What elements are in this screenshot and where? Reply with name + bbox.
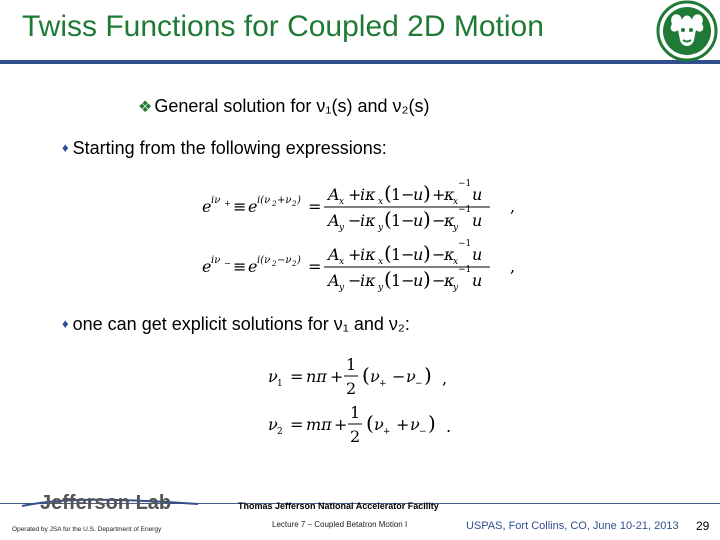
svg-text:x: x: [378, 257, 384, 267]
svg-text:y: y: [453, 283, 459, 293]
page-number: 29: [696, 519, 710, 533]
svg-text:+ν: +ν: [277, 195, 292, 206]
svg-text:2: 2: [292, 200, 297, 208]
svg-text:.: .: [446, 417, 452, 436]
svg-text:u: u: [413, 211, 424, 230]
title-divider: [0, 60, 720, 64]
section-subheading: [138, 96, 430, 117]
svg-text:x: x: [339, 257, 345, 267]
svg-text:+: +: [348, 185, 362, 204]
svg-text:+: +: [224, 199, 231, 208]
svg-text:1: 1: [346, 355, 357, 374]
svg-text:(: (: [384, 241, 392, 265]
svg-text:x: x: [453, 257, 459, 267]
svg-text:−1: −1: [458, 265, 472, 275]
svg-text:−: −: [224, 259, 231, 268]
svg-text:e: e: [248, 257, 258, 276]
svg-text:y: y: [378, 223, 384, 233]
bullet-explicit-solutions: [62, 314, 410, 335]
svg-text:u: u: [413, 245, 424, 264]
slide-title: Twiss Functions for Coupled 2D Motion: [22, 10, 544, 43]
svg-text:i(ν: i(ν: [257, 195, 271, 206]
svg-text:=: =: [290, 415, 304, 434]
svg-text:u: u: [413, 185, 424, 204]
svg-text:x: x: [378, 197, 384, 207]
course-info: USPAS, Fort Collins, CO, June 10-21, 2013: [466, 520, 679, 532]
svg-text:u: u: [472, 271, 483, 290]
svg-text:2: 2: [272, 200, 277, 208]
svg-text:2: 2: [292, 260, 297, 268]
svg-text:κ: κ: [444, 185, 455, 204]
svg-text:ν: ν: [374, 415, 384, 434]
svg-text:−1: −1: [458, 205, 472, 215]
svg-text:x: x: [339, 197, 345, 207]
svg-text:(: (: [366, 411, 374, 435]
svg-text:y: y: [339, 223, 345, 233]
svg-text:κ: κ: [444, 271, 455, 290]
equation-e-nu-minus: [200, 236, 530, 300]
svg-text:−: −: [348, 271, 362, 290]
bullet-text: one can get explicit solutions for ν₁ and ν₂:: [72, 314, 410, 334]
subheading-text: General solution for ν₁(s) and ν₂(s): [154, 96, 430, 116]
svg-text:A: A: [328, 211, 340, 230]
jefferson-lab-logo: Jefferson Lab: [40, 492, 172, 514]
svg-text:1: 1: [277, 379, 283, 389]
operated-by-text: Operated by JSA for the U.S. Department of Energy: [12, 526, 162, 533]
svg-text:u: u: [472, 211, 483, 230]
svg-text:2: 2: [350, 427, 361, 446]
svg-text:−ν: −ν: [277, 255, 292, 266]
svg-text:u: u: [472, 185, 483, 204]
svg-text:y: y: [339, 283, 345, 293]
svg-text:): ): [423, 241, 431, 265]
svg-text:1−: 1−: [391, 271, 415, 290]
svg-text:−: −: [432, 271, 446, 290]
svg-text:iν: iν: [211, 195, 221, 206]
svg-text:−1: −1: [458, 239, 472, 249]
svg-text:): ): [428, 411, 436, 435]
svg-text:A: A: [328, 271, 340, 290]
svg-text:): ): [297, 255, 301, 266]
svg-text:y: y: [378, 283, 384, 293]
svg-text:,: ,: [510, 197, 516, 216]
svg-text:≡: ≡: [233, 257, 247, 276]
svg-text:1−: 1−: [391, 185, 415, 204]
svg-text:+: +: [383, 427, 391, 437]
svg-text:,: ,: [510, 257, 516, 276]
svg-text:+: +: [330, 367, 344, 386]
svg-text:ν: ν: [410, 415, 420, 434]
equation-nu2: [264, 400, 464, 450]
svg-text:=: =: [308, 257, 322, 276]
svg-text:ν: ν: [268, 415, 278, 434]
svg-text:−1: −1: [458, 179, 472, 189]
bullet-starting: [62, 138, 387, 159]
svg-text:(: (: [362, 363, 370, 387]
svg-text:i(ν: i(ν: [257, 255, 271, 266]
svg-text:1−: 1−: [391, 245, 415, 264]
svg-text:nπ: nπ: [306, 367, 327, 386]
svg-text:): ): [423, 207, 431, 231]
svg-text:=: =: [308, 197, 322, 216]
svg-text:A: A: [328, 185, 340, 204]
svg-text:y: y: [453, 223, 459, 233]
svg-text:κ: κ: [444, 211, 455, 230]
svg-text:(: (: [384, 181, 392, 205]
svg-text:A: A: [328, 245, 340, 264]
diamond-bullet-icon: ❖: [138, 99, 153, 116]
svg-text:+: +: [379, 379, 387, 389]
svg-text:): ): [297, 195, 301, 206]
svg-text:ν: ν: [370, 367, 380, 386]
svg-text:e: e: [202, 197, 212, 216]
university-seal-icon: [656, 0, 718, 62]
svg-text:1: 1: [350, 403, 361, 422]
svg-text:iν: iν: [211, 255, 221, 266]
svg-text:2: 2: [272, 260, 277, 268]
equation-e-nu-plus: [200, 176, 530, 240]
svg-text:): ): [424, 363, 432, 387]
svg-text:+: +: [334, 415, 348, 434]
facility-name: Thomas Jefferson National Accelerator Facility: [238, 501, 439, 511]
svg-text:+: +: [348, 245, 362, 264]
svg-text:iκ: iκ: [360, 245, 376, 264]
svg-text:−: −: [348, 211, 362, 230]
lecture-title: Lecture 7 – Coupled Betatron Motion I: [272, 520, 408, 529]
svg-text:−: −: [432, 211, 446, 230]
svg-text:x: x: [453, 197, 459, 207]
svg-text:): ): [423, 181, 431, 205]
bullet-marker-icon: ♦: [62, 140, 69, 155]
svg-text:e: e: [202, 257, 212, 276]
svg-text:κ: κ: [444, 245, 455, 264]
svg-text:u: u: [472, 245, 483, 264]
svg-text:1−: 1−: [391, 211, 415, 230]
svg-text:−: −: [419, 427, 427, 437]
svg-text:−: −: [392, 367, 406, 386]
svg-text:(: (: [384, 267, 392, 291]
svg-text:iκ: iκ: [360, 185, 376, 204]
svg-text:e: e: [248, 197, 258, 216]
bullet-marker-icon: ♦: [62, 316, 69, 331]
svg-text:=: =: [290, 367, 304, 386]
equation-nu1: [264, 352, 464, 402]
svg-text:): ): [423, 267, 431, 291]
svg-text:iκ: iκ: [360, 271, 376, 290]
svg-text:2: 2: [346, 379, 357, 398]
svg-text:ν: ν: [406, 367, 416, 386]
svg-text:,: ,: [442, 369, 448, 388]
svg-text:+: +: [396, 415, 410, 434]
svg-text:≡: ≡: [233, 197, 247, 216]
bullet-text: Starting from the following expressions:: [72, 138, 387, 158]
svg-text:2: 2: [277, 427, 283, 437]
svg-text:−: −: [432, 245, 446, 264]
svg-text:iκ: iκ: [360, 211, 376, 230]
svg-text:ν: ν: [268, 367, 278, 386]
svg-text:−: −: [415, 379, 423, 389]
svg-text:u: u: [413, 271, 424, 290]
svg-text:+: +: [432, 185, 446, 204]
svg-text:mπ: mπ: [306, 415, 332, 434]
svg-text:(: (: [384, 207, 392, 231]
